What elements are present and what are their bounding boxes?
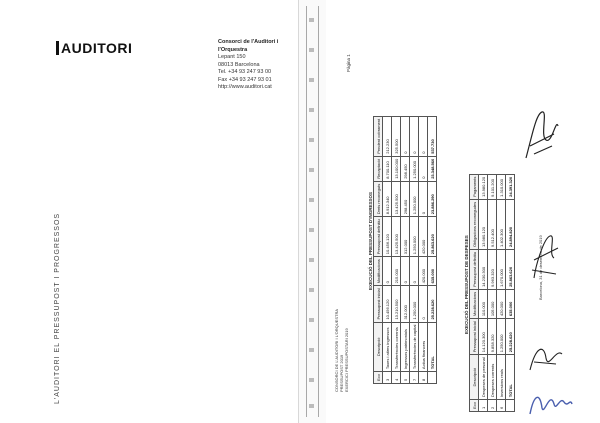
punch-hole	[309, 228, 314, 232]
table-row	[419, 116, 428, 383]
signature-1	[522, 106, 562, 166]
table-cell: 23.886.290	[428, 181, 437, 216]
table-row	[392, 116, 401, 383]
table-cell: 1.250.000	[410, 156, 419, 181]
punch-hole	[309, 198, 314, 202]
binding-gutter	[298, 0, 328, 423]
table-header-cell: Pressupost definitiu	[374, 217, 383, 257]
table-header-cell: Pendent cobrament	[374, 116, 383, 156]
table-cell: 1.310.000	[497, 174, 506, 199]
table-cell: 0	[410, 116, 419, 156]
table-cell: 0	[401, 257, 410, 286]
table-cell: 1.250.000	[497, 319, 506, 355]
table-header-cell: Modificacions	[470, 289, 479, 318]
table-row	[497, 174, 506, 411]
table-cell: 13.980.120	[479, 174, 488, 199]
table-cell: 25.228.620	[506, 319, 515, 355]
punch-hole	[309, 404, 314, 408]
table-cell: 1.250.000	[410, 286, 419, 322]
table-row	[488, 174, 497, 411]
address-web: http://www.auditori.cat	[218, 84, 272, 90]
table-cell: 13.980.120	[479, 199, 488, 249]
table-cell: Actius financers	[419, 322, 428, 372]
table-cell: 10.456.120	[383, 217, 392, 257]
table-cell: 0	[419, 286, 428, 322]
table-cell: 105.000	[488, 289, 497, 318]
table-cell: 10.456.120	[383, 286, 392, 322]
address-tel: Tel. +34 93 247 93 00	[218, 69, 272, 75]
table-cell: 537.730	[428, 116, 437, 156]
table-cell: 9.512.400	[488, 199, 497, 249]
table-cell: 635.000	[506, 289, 515, 318]
table-cell: 6	[497, 400, 506, 412]
punch-hole	[309, 138, 314, 142]
page-number: Pàgina 1	[346, 54, 351, 72]
table-cell: 635.000	[428, 257, 437, 286]
table-cell: 13.425.500	[392, 217, 401, 257]
table-cell: 420.000	[497, 289, 506, 318]
table-header-cell: Pressupost inicial	[374, 286, 383, 322]
signature-3	[526, 340, 566, 376]
punch-hole	[309, 18, 314, 22]
table-cell: 13.100.000	[392, 156, 401, 181]
table-header-cell: Descripció	[470, 355, 479, 400]
table-header-cell: Obligacions reconegudes	[470, 199, 479, 249]
header-line: PRESSUPOST 2019	[339, 354, 344, 392]
table-cell: 14.120.300	[479, 319, 488, 355]
right-page	[326, 0, 600, 423]
binding-ring-line	[306, 6, 307, 417]
table-cell: 8.912.340	[383, 181, 392, 216]
table-cell: Transferències de capital	[410, 322, 419, 372]
table-cell: 5	[401, 372, 410, 384]
table-cell: 325.500	[392, 116, 401, 156]
address-org-line2: l'Orquestra	[218, 46, 248, 53]
table-cell: 24.894.820	[506, 199, 515, 249]
table-cell: 1.402.300	[497, 199, 506, 249]
table-cell: 212.230	[383, 116, 392, 156]
table-cell: Despeses corrents	[488, 355, 497, 400]
table-cell: 0	[383, 257, 392, 286]
table2-title: EXECUCIÓ DEL PRESSUPOST DE DESPESES	[464, 235, 469, 334]
table-cell	[506, 400, 515, 412]
address-org-line1: Consorci de l'Auditori i	[218, 39, 279, 45]
table-cell: Inversions reals	[497, 355, 506, 400]
address-city: 08013 Barcelona	[218, 61, 260, 68]
table-header-cell: Pagaments	[470, 174, 479, 199]
address-street: Lepant 150	[218, 54, 246, 60]
table-cell: 1.250.000	[410, 217, 419, 257]
table-cell: 9.858.320	[488, 319, 497, 355]
document-header	[334, 309, 349, 392]
table-cell: 7	[410, 372, 419, 384]
punch-hole	[309, 48, 314, 52]
punch-hole	[309, 318, 314, 322]
auditori-logo	[56, 40, 132, 56]
table-cell: 0	[419, 156, 428, 181]
table-cell: 298.450	[401, 156, 410, 181]
logo-text: AUDITORI	[61, 40, 133, 56]
punch-hole	[309, 168, 314, 172]
table-cell: 13.210.500	[392, 286, 401, 322]
table-header-row	[470, 174, 479, 411]
header-line: EXERCICI PRESSUPOSTARI 2019	[344, 328, 349, 392]
punch-hole	[309, 108, 314, 112]
table-header-cell: Recaptació	[374, 156, 383, 181]
table-cell: 110.000	[479, 289, 488, 318]
binding-ring-line	[318, 6, 319, 417]
table-cell: 25.228.620	[428, 286, 437, 322]
table-cell: 13.425.500	[392, 181, 401, 216]
expense-table	[469, 174, 515, 412]
table-cell: 9.101.200	[488, 174, 497, 199]
table-cell: TOTAL	[506, 355, 515, 400]
table-cell	[428, 372, 437, 384]
table-cell: Despeses de personal	[479, 355, 488, 400]
table-row	[479, 174, 488, 411]
table-total-row	[428, 116, 437, 383]
footer-date: Barcelona, 31 de desembre de 2019	[538, 235, 543, 300]
table-header-cell: Eco	[374, 372, 383, 384]
punch-hole	[309, 78, 314, 82]
punch-hole	[309, 348, 314, 352]
table-cell: 1	[479, 400, 488, 412]
table-cell: 312.000	[401, 286, 410, 322]
address-block	[218, 39, 278, 92]
table-cell: 8	[419, 372, 428, 384]
punch-hole	[309, 378, 314, 382]
table-cell: 0	[419, 116, 428, 156]
table-cell: Transferències corrents	[392, 322, 401, 372]
header-line: CONSORCI DE L'AUDITORI I L'ORQUESTRA	[334, 308, 339, 392]
signature-2	[528, 228, 564, 284]
table-cell: 420.000	[419, 217, 428, 257]
table-cell: 298.450	[401, 181, 410, 216]
table-cell: 1.250.000	[410, 181, 419, 216]
left-page	[0, 0, 298, 423]
table-row	[410, 116, 419, 383]
table-cell: 23.348.560	[428, 156, 437, 181]
income-table	[373, 116, 437, 384]
punch-hole	[309, 288, 314, 292]
table-cell: 0	[419, 181, 428, 216]
table1-title: EXECUCIÓ DEL PRESSUPOST D'INGRESSOS	[368, 191, 373, 290]
address-fax: Fax +34 93 247 93 01	[218, 76, 272, 83]
punch-hole	[309, 258, 314, 262]
spine-title: L'AUDITORI EL PRESSUPOST I PROGRESSOS	[54, 212, 61, 404]
table-cell: 215.000	[392, 257, 401, 286]
table-cell: 9.963.320	[488, 250, 497, 290]
table-cell: 24.391.320	[506, 174, 515, 199]
logo-mark-icon	[56, 41, 59, 55]
table-row	[383, 116, 392, 383]
table-header-row	[374, 116, 383, 383]
table-cell: 2	[488, 400, 497, 412]
table-cell: Taxes i altres ingressos	[383, 322, 392, 372]
table-cell: 8.700.110	[383, 156, 392, 181]
table-cell: 25.863.620	[428, 217, 437, 257]
table-cell: 14.230.300	[479, 250, 488, 290]
table-header-cell: Descripció	[374, 322, 383, 372]
table-cell: 3	[383, 372, 392, 384]
table-header-cell: Pressupost inicial	[470, 319, 479, 355]
signature-blue	[526, 386, 576, 420]
table-total-row	[506, 174, 515, 411]
table-header-cell: Eco	[470, 400, 479, 412]
table-cell: 25.863.620	[506, 250, 515, 290]
table-header-cell: Drets reconeguts	[374, 181, 383, 216]
table-cell: 0	[401, 116, 410, 156]
table-cell: 312.000	[401, 217, 410, 257]
table-cell: 0	[410, 257, 419, 286]
table-header-cell: Modificacions	[374, 257, 383, 286]
table-header-cell: Pressupost definitiu	[470, 250, 479, 290]
table-cell: Ingressos patrimonials	[401, 322, 410, 372]
table-cell: 4	[392, 372, 401, 384]
table-cell: 420.000	[419, 257, 428, 286]
table-cell: 1.670.000	[497, 250, 506, 290]
table-row	[401, 116, 410, 383]
table-cell: TOTAL	[428, 322, 437, 372]
